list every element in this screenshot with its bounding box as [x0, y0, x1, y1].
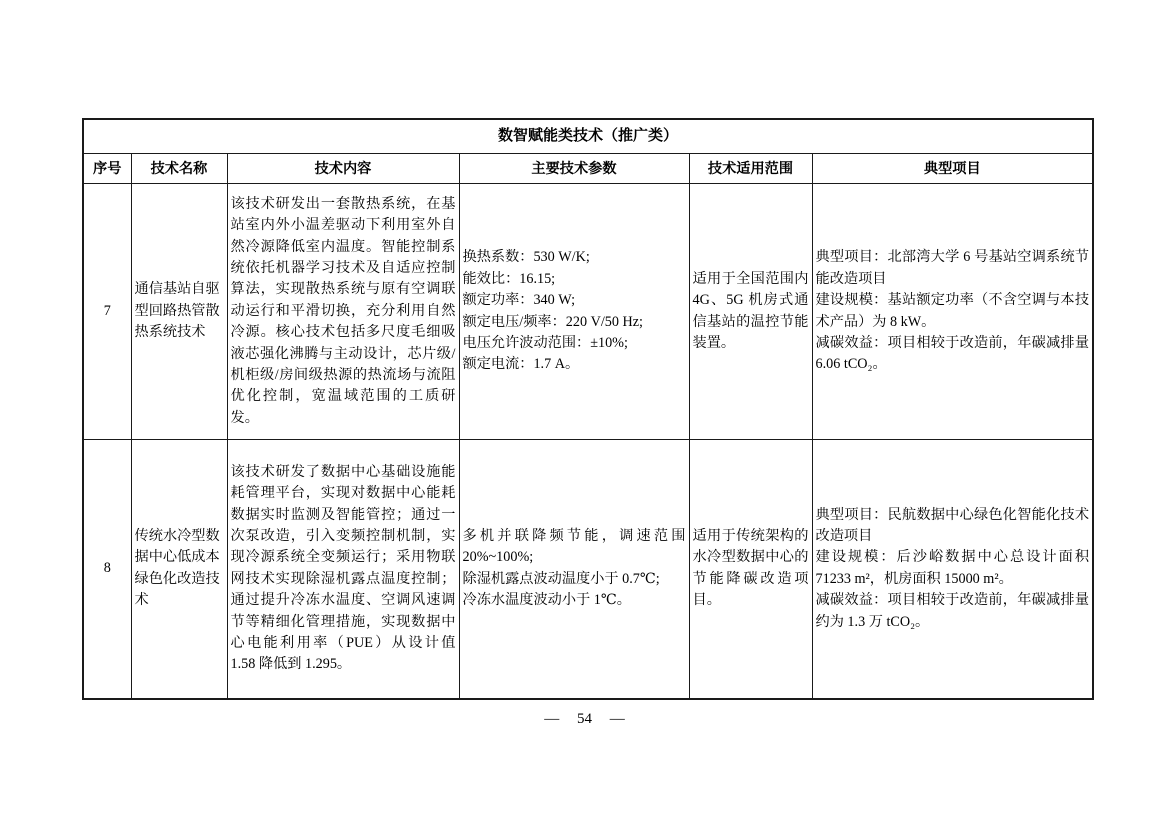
parameter-line: 多机并联降频节能，调速范围20%~100%;	[462, 527, 686, 566]
parameter-line: 除湿机露点波动温度小于 0.7℃;	[462, 570, 660, 587]
project-line: 建设规模：后沙峪数据中心总设计面积71233 m²，机房面积 15000 m²。	[815, 549, 1090, 587]
table-row	[83, 184, 1093, 440]
row8-parameters	[459, 440, 689, 699]
row7-technology-content: 该技术研发出一套散热系统，在基站室内外小温差驱动下利用室外自然冷源降低室内温度。智能控制系统依托机器学习技术及自适应控制算法，实现散热系统与原有空调联动运行和平滑切换，充分利用自然冷源。核心技术包括多尺度毛细吸液芯强化沸腾与主动设计，芯片级/机柜级/房间级热源的热流场与流阻优化控制，宽温域范围的工质研发。	[227, 184, 459, 440]
row7-serial-number: 7	[83, 184, 131, 440]
header-applicable-scope: 技术适用范围	[689, 154, 812, 184]
parameter-line: 额定电压/频率：220 V/50 Hz;	[462, 313, 643, 330]
project-line: 减碳效益：项目相较于改造前，年碳减排量约为 1.3 万 tCO₂。	[815, 592, 1090, 630]
page-number: — 54 —	[544, 711, 625, 727]
project-line: 建设规模：基站额定功率（不含空调与本技术产品）为 8 kW。	[815, 292, 1090, 330]
row8-serial-number: 8	[83, 440, 131, 699]
project-line: 减碳效益：项目相较于改造前，年碳减排量6.06 tCO₂。	[815, 334, 1090, 373]
technology-table	[82, 118, 1094, 700]
project-line: 典型项目：北部湾大学 6 号基站空调系统节能改造项目	[815, 249, 1090, 287]
row8-applicable-scope: 适用于传统架构的水冷型数据中心的节能降碳改造项目。	[689, 440, 812, 699]
row7-parameters	[459, 184, 689, 440]
parameter-line: 电压允许波动范围：±10%;	[462, 334, 628, 351]
row7-applicable-scope: 适用于全国范围内4G、5G 机房式通信基站的温控节能装置。	[689, 184, 812, 440]
parameter-line: 额定电流：1.7 A。	[462, 356, 580, 373]
row8-typical-projects	[812, 440, 1093, 699]
table-header-row	[83, 154, 1093, 184]
row7-technology-name: 通信基站自驱型回路热管散热系统技术	[131, 184, 227, 440]
header-typical-projects: 典型项目	[812, 154, 1093, 184]
parameter-line: 能效比：16.15;	[462, 270, 556, 287]
parameter-line: 换热系数：530 W/K;	[462, 249, 590, 266]
row7-typical-projects	[812, 184, 1093, 440]
row8-technology-content: 该技术研发了数据中心基础设施能耗管理平台，实现对数据中心能耗数据实时监测及智能管控；通过一次泵改造，引入变频控制机制，实现冷源系统全变频运行；采用物联网技术实现除湿机露点温度控制；通过提升冷冻水温度、空调风速调节等精细化管理措施，实现数据中心电能利用率（PUE）从设计值 1.58 降低到 1.295。	[227, 440, 459, 699]
header-main-parameters: 主要技术参数	[459, 154, 689, 184]
table-row	[83, 440, 1093, 699]
header-technology-name: 技术名称	[131, 154, 227, 184]
parameter-line: 冷冻水温度波动小于 1℃。	[462, 592, 631, 609]
row8-technology-name: 传统水冷型数据中心低成本绿色化改造技术	[131, 440, 227, 699]
header-serial-number: 序号	[83, 154, 131, 184]
table-title: 数智赋能类技术（推广类）	[83, 119, 1093, 154]
header-technology-content: 技术内容	[227, 154, 459, 184]
table-title-row	[83, 119, 1093, 154]
parameter-line: 额定功率：340 W;	[462, 292, 576, 309]
project-line: 典型项目：民航数据中心绿色化智能化技术改造项目	[815, 506, 1090, 544]
